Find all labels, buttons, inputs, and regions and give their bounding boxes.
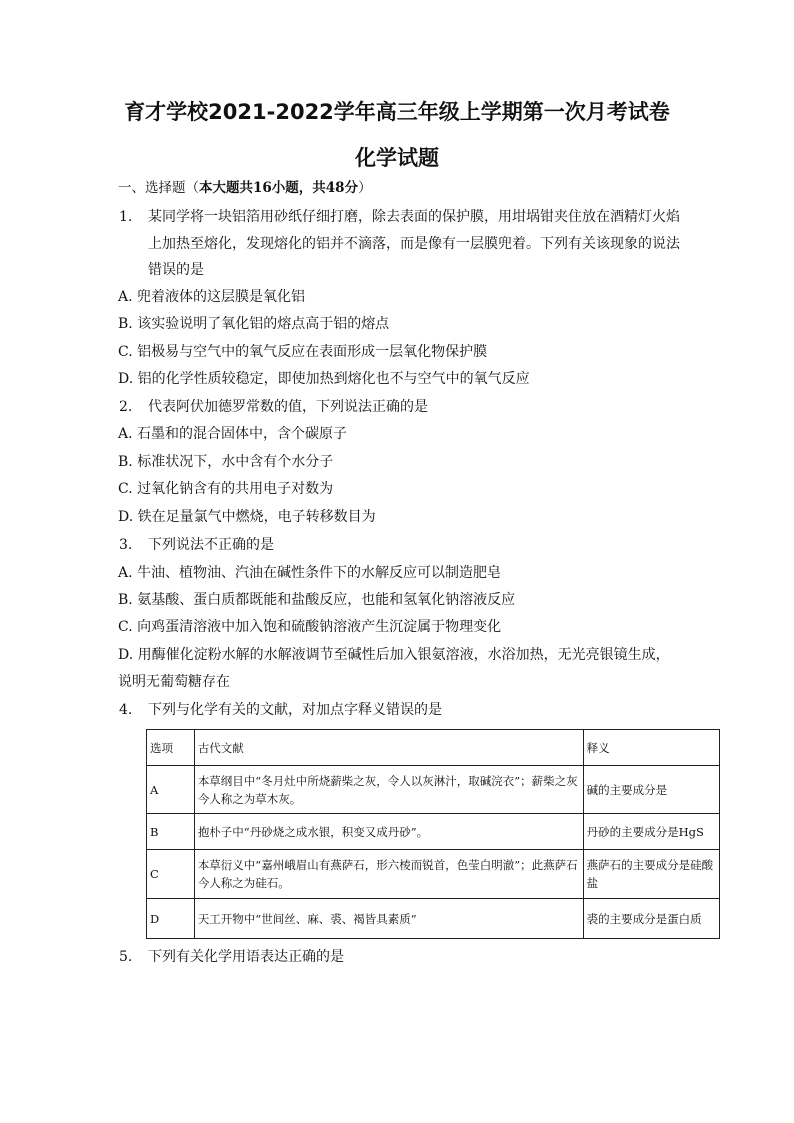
section-label: 一、选择题（ bbox=[118, 180, 199, 196]
q1-option-a: A. 兜着液体的这层膜是氧化铝 bbox=[118, 289, 306, 305]
q3-option-b: B. 氨基酸、蛋白质都既能和盐酸反应，也能和氢氧化钠溶液反应 bbox=[118, 592, 516, 608]
table-header-cell: 释义 bbox=[583, 730, 719, 766]
table-header-cell: 选项 bbox=[147, 730, 195, 766]
table-cell: A bbox=[147, 766, 195, 814]
table-row bbox=[147, 766, 720, 814]
table-row bbox=[147, 814, 720, 850]
table-cell: D bbox=[147, 899, 195, 939]
q2-option-d: D. 铁在足量氯气中燃烧，电子转移数目为 bbox=[118, 509, 376, 525]
q3-option-d: D. 用酶催化淀粉水解的水解液调节至碱性后加入银氨溶液，水浴加热，无光亮银镜生成， bbox=[118, 647, 670, 663]
q2-stem: 代表阿伏加德罗常数的值，下列说法正确的是 bbox=[148, 399, 428, 415]
table-cell: B bbox=[147, 814, 195, 850]
q3-option-c: C. 向鸡蛋清溶液中加入饱和硫酸钠溶液产生沉淀属于物理变化 bbox=[118, 619, 502, 635]
q1-stem-line-2: 上加热至熔化，发现熔化的铝并不滴落，而是像有一层膜兜着。下列有关该现象的说法 bbox=[148, 236, 680, 252]
q1-option-d: D. 铝的化学性质较稳定，即使加热到熔化也不与空气中的氧气反应 bbox=[118, 371, 530, 387]
q3-stem: 下列说法不正确的是 bbox=[148, 537, 274, 553]
table-cell: 燕萨石的主要成分是硅酸盐 bbox=[583, 850, 719, 899]
exam-subtitle: 化学试题 bbox=[355, 146, 439, 170]
q3-option-a: A. 牛油、植物油、汽油在碱性条件下的水解反应可以制造肥皂 bbox=[118, 565, 502, 581]
q3-number: 3. bbox=[119, 537, 133, 553]
table-header-row bbox=[147, 730, 720, 766]
q1-stem-line-3: 错误的是 bbox=[148, 262, 204, 278]
table-cell: 抱朴子中“丹砂烧之成水银，积变又成丹砂”。 bbox=[194, 814, 583, 850]
exam-title: 育才学校2021-2022学年高三年级上学期第一次月考试卷 bbox=[124, 100, 670, 124]
q1-option-c: C. 铝极易与空气中的氧气反应在表面形成一层氧化物保护膜 bbox=[118, 344, 488, 360]
table-row bbox=[147, 850, 720, 899]
q4-number: 4. bbox=[119, 702, 133, 718]
table-cell: C bbox=[147, 850, 195, 899]
section-end: ） bbox=[358, 180, 372, 196]
table-cell: 天工开物中“世间丝、麻、裘、褐皆具素质” bbox=[194, 899, 583, 939]
q2-option-c: C. 过氧化钠含有的共用电子对数为 bbox=[118, 481, 334, 497]
table-cell: 丹砂的主要成分是HgS bbox=[583, 814, 719, 850]
q2-option-b: B. 标准状况下，水中含有个水分子 bbox=[118, 454, 334, 470]
q1-option-b: B. 该实验说明了氧化铝的熔点高于铝的熔点 bbox=[118, 316, 390, 332]
q5-stem: 下列有关化学用语表达正确的是 bbox=[148, 949, 344, 965]
q1-stem-line-1: 某同学将一块铝箔用砂纸仔细打磨，除去表面的保护膜，用坩埚钳夹住放在酒精灯火焰 bbox=[148, 209, 680, 225]
table-cell: 本草纲目中“冬月灶中所烧薪柴之灰，令人以灰淋汁，取碱浣衣”；薪柴之灰今人称之为草木灰。 bbox=[194, 766, 583, 814]
table-cell: 裘的主要成分是蛋白质 bbox=[583, 899, 719, 939]
q5-number: 5. bbox=[119, 949, 133, 965]
section-detail: 本大题共16小题，共48分 bbox=[199, 180, 359, 196]
q1-number: 1. bbox=[119, 209, 133, 225]
table-cell: 碱的主要成分是 bbox=[583, 766, 719, 814]
q4-stem: 下列与化学有关的文献，对加点字释义错误的是 bbox=[148, 702, 442, 718]
q3-option-d-cont: 说明无葡萄糖存在 bbox=[118, 674, 230, 690]
section-heading bbox=[118, 178, 372, 198]
q4-table bbox=[146, 729, 720, 939]
q2-option-a: A. 石墨和的混合固体中，含个碳原子 bbox=[118, 426, 348, 442]
table-cell: 本草衍义中“嘉州峨眉山有燕萨石，形六棱而锐首，色莹白明澈”；此燕萨石今人称之为硅石。 bbox=[194, 850, 583, 899]
table-row bbox=[147, 899, 720, 939]
q2-number: 2. bbox=[119, 399, 133, 415]
table-header-cell: 古代文献 bbox=[194, 730, 583, 766]
